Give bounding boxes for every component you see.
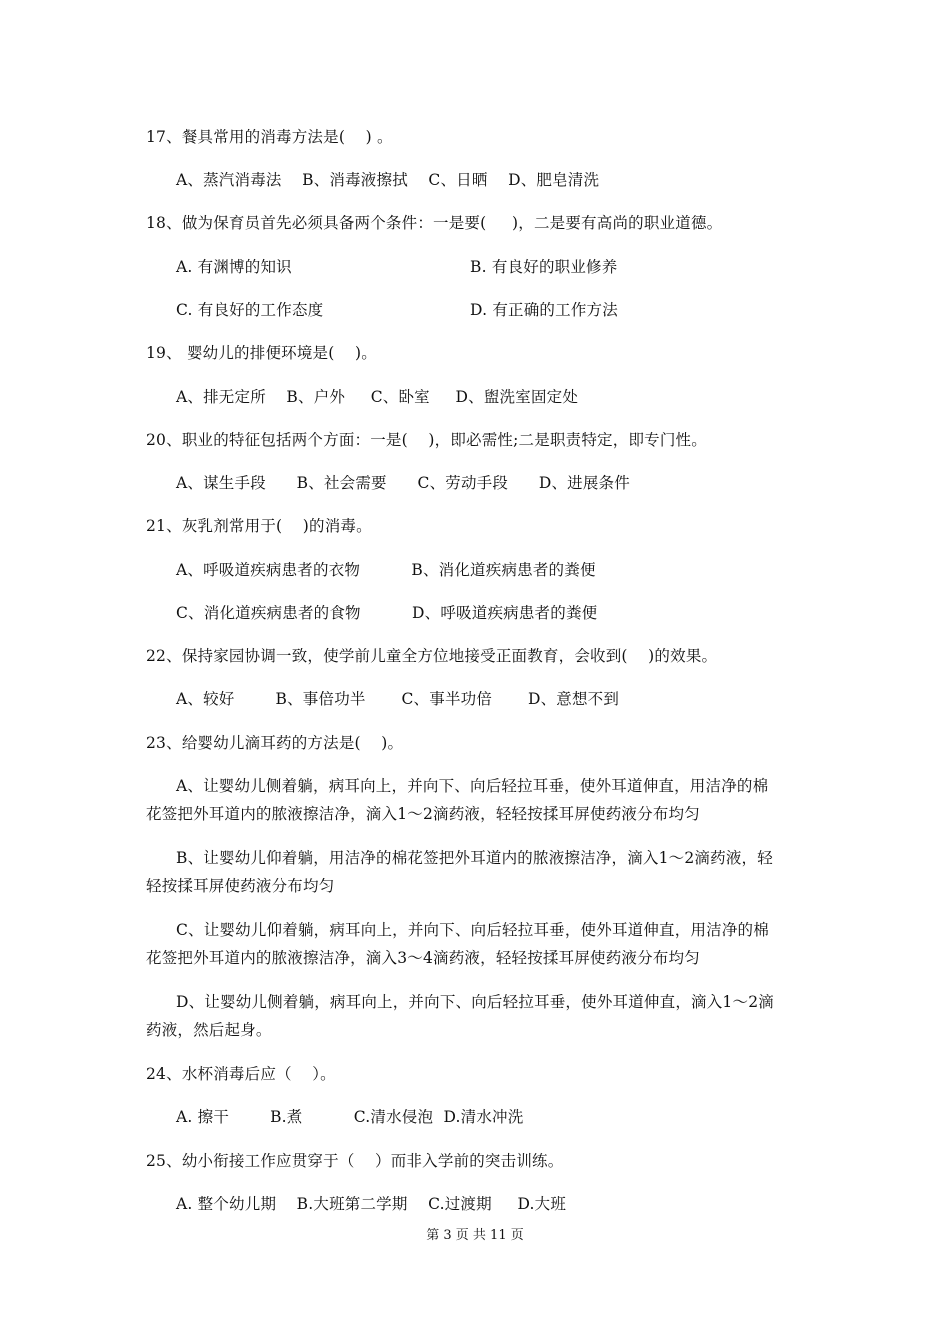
question-19-options: A、排无定所 B、户外 C、卧室 D、盥洗室固定处 [176,388,579,406]
question-22-stem: 22、保持家园协调一致，使学前儿童全方位地接受正面教育，会收到( )的效果。 [146,647,718,665]
question-18-option-c: C. 有良好的工作态度 [176,301,324,319]
question-25-options: A. 整个幼儿期 B.大班第二学期 C.过渡期 D.大班 [176,1195,567,1213]
question-24-stem: 24、水杯消毒后应（ ）。 [146,1065,336,1083]
question-25-stem: 25、幼小衔接工作应贯穿于（ ）而非入学前的突击训练。 [146,1152,564,1170]
question-23-option-d-line-2: 药液，然后起身。 [146,1021,272,1039]
question-23-stem: 23、给婴幼儿滴耳药的方法是( )。 [146,734,404,752]
question-18-stem: 18、做为保育员首先必须具备两个条件：一是要( )，二是要有高尚的职业道德。 [146,214,723,232]
question-23-option-c-line-2: 花签把外耳道内的脓液擦洁净，滴入3～4滴药液，轻轻按揉耳屏使药液分布均匀 [146,949,700,967]
question-23-option-d-line-1: D、让婴幼儿侧着躺，病耳向上，并向下、向后轻拉耳垂，使外耳道伸直，滴入1～2滴 [176,993,774,1011]
question-24-options: A. 擦干 B.煮 C.清水侵泡 D.清水冲洗 [176,1108,524,1126]
question-23-option-b-line-1: B、让婴幼儿仰着躺，用洁净的棉花签把外耳道内的脓液擦洁净，滴入1～2滴药液，轻 [176,849,773,867]
question-22-options: A、较好 B、事倍功半 C、事半功倍 D、意想不到 [176,690,620,708]
question-23-option-c-line-1: C、让婴幼儿仰着躺，病耳向上，并向下、向后轻拉耳垂，使外耳道伸直，用洁净的棉 [176,921,769,939]
question-23-option-b-line-2: 轻按揉耳屏使药液分布均匀 [146,877,335,895]
question-20-options: A、谋生手段 B、社会需要 C、劳动手段 D、进展条件 [176,474,630,492]
page-footer: 第 3 页 共 11 页 [426,1228,524,1243]
question-23-option-a-line-2: 花签把外耳道内的脓液擦洁净，滴入1～2滴药液，轻轻按揉耳屏使药液分布均匀 [146,805,700,823]
question-18-option-d: D. 有正确的工作方法 [470,301,618,319]
question-18-option-a: A. 有渊博的知识 [176,258,292,276]
question-17-stem: 17、餐具常用的消毒方法是( ) 。 [146,128,393,146]
question-17-options: A、蒸汽消毒法 B、消毒液擦拭 C、日晒 D、肥皂清洗 [176,171,600,189]
question-21-options-line-1: A、呼吸道疾病患者的衣物 B、消化道疾病患者的粪便 [176,561,596,579]
question-18-option-b: B. 有良好的职业修养 [470,258,618,276]
question-20-stem: 20、职业的特征包括两个方面：一是( )，即必需性;二是职责特定，即专门性。 [146,431,707,449]
question-21-stem: 21、灰乳剂常用于( )的消毒。 [146,517,372,535]
question-23-option-a-line-1: A、让婴幼儿侧着躺，病耳向上，并向下、向后轻拉耳垂，使外耳道伸直，用洁净的棉 [176,777,769,795]
question-21-options-line-2: C、消化道疾病患者的食物 D、呼吸道疾病患者的粪便 [176,604,598,622]
question-19-stem: 19、 婴幼儿的排便环境是( )。 [146,344,377,362]
